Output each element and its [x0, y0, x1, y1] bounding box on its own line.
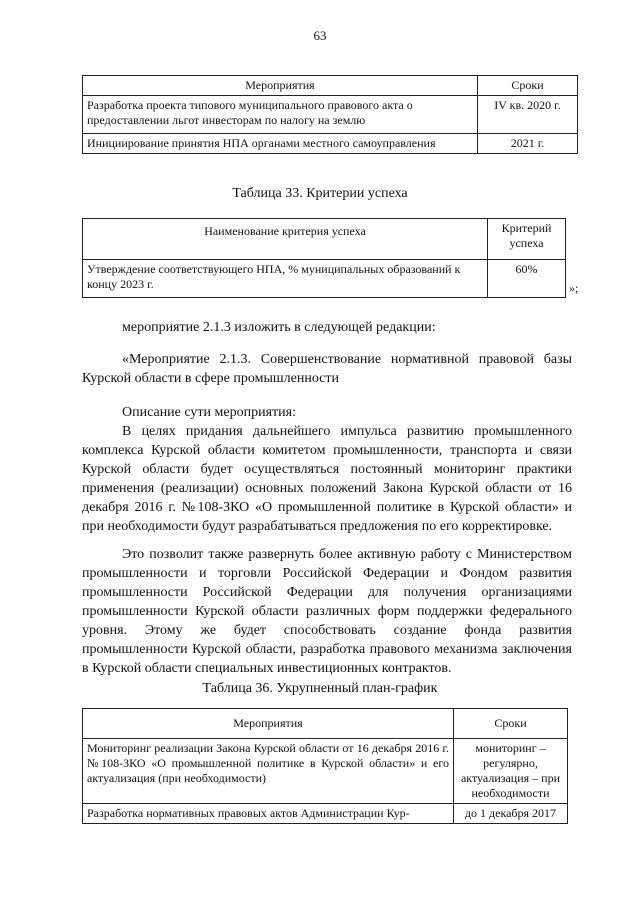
table-cell: 2021 г. — [478, 134, 578, 154]
measures-table-top — [82, 75, 578, 154]
table-cell: Инициирование принятия НПА органами местного самоуправления — [83, 134, 478, 154]
table-row — [83, 739, 568, 804]
closing-quote: »; — [569, 281, 579, 295]
table-row — [83, 134, 578, 154]
table-header-row — [83, 219, 566, 260]
table-cell: до 1 декабря 2017 — [454, 804, 568, 824]
column-header: Сроки — [478, 76, 578, 96]
table-cell: Разработка проекта типового муниципального правового акта о предоставлении льгот инвесторам по налогу на землю — [83, 96, 478, 134]
column-header: Наименование критерия успеха — [83, 219, 488, 260]
table-row — [83, 96, 578, 134]
page-number: 63 — [313, 28, 327, 43]
table-36-caption: Таблица 36. Укрупненный план-график — [202, 681, 438, 696]
schedule-table — [82, 708, 568, 824]
table-cell: Мониторинг реализации Закона Курской области от 16 декабря 2016 г. №108-ЗКО «О промышленной политике в Курской области» и его актуализация (при необходимости) — [83, 739, 454, 804]
table-header-row — [83, 76, 578, 96]
success-criteria-table — [82, 218, 566, 298]
paragraph-intro: мероприятие 2.1.3 изложить в следующей редакции: — [122, 320, 436, 335]
table-cell: Разработка нормативных правовых актов Администрации Кур- — [83, 804, 454, 824]
table-row — [83, 804, 568, 824]
table-cell: Утверждение соответствующего НПА, % муниципальных образований к концу 2023 г. — [83, 260, 488, 298]
column-header: Мероприятия — [83, 709, 454, 739]
paragraph-federal-support: Это позволит также развернуть более активную работу с Министерством промышленности и торговли Российской Федерации и Фондом развития промышленности Российской Федерации для получения организациями промышленности Курской области различных форм поддержки федерального уровня. Этому же будет способствовать создание фонда развития промышленности Курской области, разработка правового механизма заключения в Курской области специальных инвестиционных контрактов. — [82, 547, 572, 676]
table-cell: мониторинг – регулярно, актуализация – при необходимости — [454, 739, 568, 804]
paragraph-description-body: В целях придания дальнейшего импульса развитию промышленного комплекса Курской области комитетом промышленности, транспорта и связи Курской области будет осуществляться постоянный мониторинг практики применения (реализации) основных положений Закона Курской области от 16 декабря 2016 г. №108-ЗКО «О промышленной политике в Курской области» и при необходимости будут разрабатываться предложения по его корректировке. — [82, 424, 572, 534]
column-header: Сроки — [454, 709, 568, 739]
table-row — [83, 260, 566, 298]
table-header-row — [83, 709, 568, 739]
table-cell: 60% — [488, 260, 566, 298]
table-cell: IV кв. 2020 г. — [478, 96, 578, 134]
table-33-caption: Таблица 33. Критерии успеха — [232, 186, 408, 201]
paragraph-measure-title: «Мероприятие 2.1.3. Совершенствование нормативной правовой базы Курской области в сфере промышленности — [82, 352, 572, 386]
column-header: Мероприятия — [83, 76, 478, 96]
column-header: Критерий успеха — [488, 219, 566, 260]
paragraph-description-heading: Описание сути мероприятия: — [122, 405, 296, 420]
